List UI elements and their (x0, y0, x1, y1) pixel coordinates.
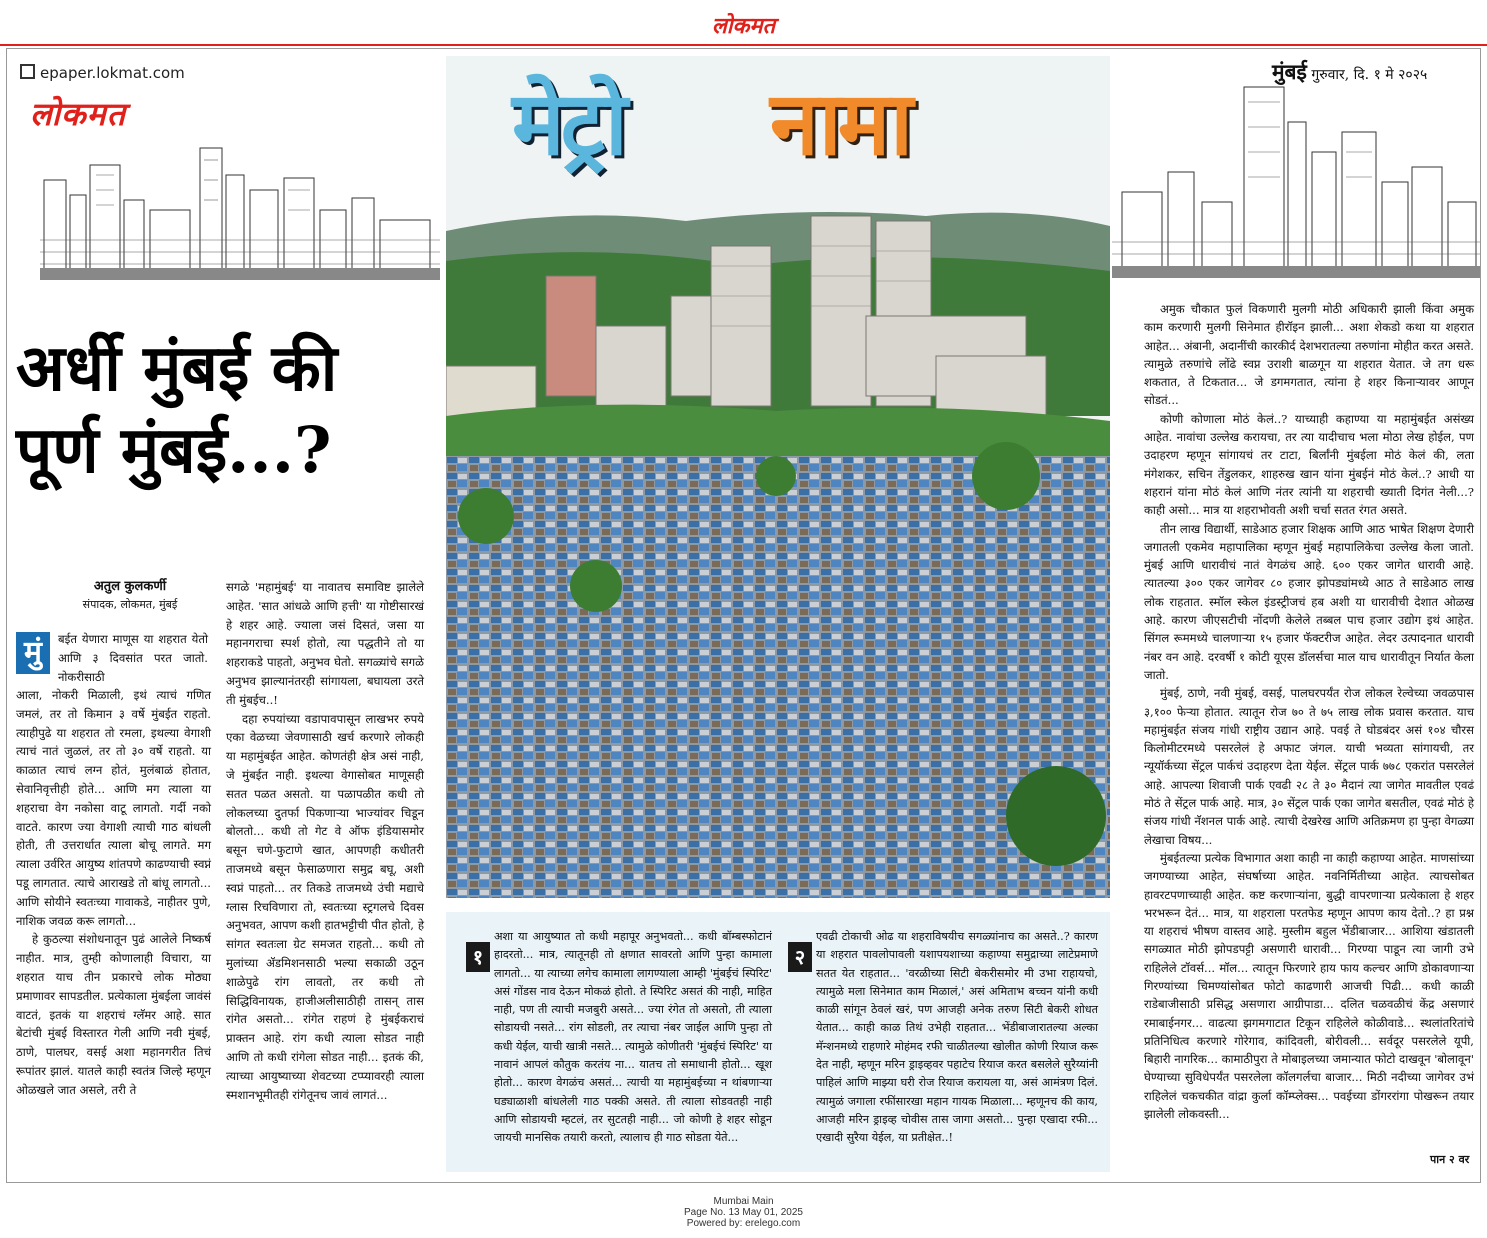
paragraph: मुंबईतल्या प्रत्येक विभागात अशा काही ना काही कहाण्या आहेत. माणसांच्या जगण्याच्या आहेत, संघर्षाच्या आहेत. नवनिर्मितीच्या आहेत. त्याचसोबत हावरटपणाच्याही आहेत. कष्ट करणाऱ्यांना, बुद्धी वापरणाऱ्या प्रत्येकाला हे शहर भरभरून देतं... मात्र, या शहराला परतफेड म्हणून आपण काय देतो..? हा प्रश्न या शहराचं भीषण वास्तव आहे. मुस्लीम बहुल भेंडीबाजार... आशिया खंडातली सगळ्यात मोठी झोपडपट्टी असणारी धारावी... गिरण्या पाडून त्या जागी उभे राहिलेले टॉवर्स... मॉल... त्यातून फिरणारे हाय फाय कल्चर आणि डोकावणाऱ्या गिरण्यांच्या चिमण्यांसोबत फोटो काढणारी आजची पिढी... कधी काळी राडेबाजीसाठी प्रसिद्ध असणारा आग्रीपाडा... दलित चळवळीचं केंद्र असणारं रमाबाईनगर... वाढत्या झगमगाटात टिकून राहिलेले कोळीवाडे... स्थलांतरितांचे प्रतिनिधित्व करणारे गोरेगाव, कांदिवली, बोरीवली... सर्वदूर पसरलेले यूपी, बिहारी नागरिक... कामाठीपुरा ते मोबाइलच्या जमान्यात फोटो दाखवून 'बोलावून' घेण्याच्या सुविधेपर्यंत पसरलेला कॉलगर्लचा बाजार... मिठी नदीच्या जागेवर उभं राहिलेलं चकचकीत वांद्रा कुर्ला कॉम्प्लेक्स... पवईच्या डोंगररांगा पोखरून तयार झालेली लोकवस्ती... (1144, 850, 1474, 1122)
paragraph: अमुक चौकात फुलं विकणारी मुलगी मोठी अधिकारी झाली किंवा अमुक काम करणारी मुलगी सिनेमात हीरॉइन झाली... अशा शेकडो कथा या शहरात आहेत... अंबानी, अदानींची कारकीर्द देशभरातल्या तरुणांना मोहीत करत असते. त्यामुळे तरुणांचे लोंढे स्वप्न उराशी बाळगून या शहरात येतात. जे तग धरू शकतात, ते टिकतात... जे डगमगतात, त्यांना हे शहर किनाऱ्यावर आणून सोडतं... (1144, 302, 1474, 408)
title-art-metro: मेट्रो (512, 72, 624, 175)
epaper-link[interactable]: epaper.lokmat.com (20, 64, 185, 82)
paragraph: तीन लाख विद्यार्थी, साडेआठ हजार शिक्षक आणि आठ भाषेत शिक्षण देणारी जगातली एकमेव महापालिका म्हणून मुंबई महापालिकेचा उल्लेख केला जातो. मुंबई आणि धारावीचं नातं वेगळंच आहे. ६०० एकर जागेत धारावी आहे. त्यातल्या ३०० एकर जागेवर ८० हजार झोपड्यांमध्ये आठ ते साडेआठ लाख लोक राहतात. स्मॉल स्केल इंडस्ट्रीजचं हब अशी या धारावीची देशात ओळख आहे. कारण जीएसटीची नोंदणी केलेले तब्बल पाच हजार उद्योग इथं आहेत. सिंगल रूममध्ये चालणाऱ्या १५ हजार फॅक्टरीज आहेत. लेदर उत्पादनात धारावी नंबर वन आहे. दरवर्षी १ कोटी यूएस डॉलर्सचा माल याच धारावीतून निर्यात केला जातो. (1144, 521, 1474, 682)
page-info: Page No. 13 May 01, 2025 (684, 1207, 803, 1218)
skyline-right-illustration (1112, 82, 1480, 278)
box-number-2: २ (788, 942, 812, 972)
powered-by[interactable]: Powered by: erelego.com (686, 1218, 801, 1229)
paragraph: सगळे 'महामुंबई' या नावातच समाविष्ट झालेले आहेत. 'सात आंधळे आणि हत्ती' या गोष्टीसारखं हे शहर आहे. ज्याला जसं दिसतं, जसा या महानगराचा स्पर्श होतो, त्या पद्धतीने तो या शहराकडे पाहतो, अनुभव घेतो. सगळ्यांचे सगळे अनुभव झाल्यानंतरही सांगायला, बघायला उरते ती मुंबईच..! (226, 580, 424, 707)
headline-line-2: पूर्ण मुंबई...? (16, 413, 332, 488)
article-headline (16, 328, 436, 492)
paragraph: आला, नोकरी मिळाली, इथं त्याचं गणित जमलं, तर तो किमान ३ वर्षे मुंबईत राहतो. त्याहीपुढे या शहरात तो रमला, इथल्या वेगाशी त्याचं नातं जुळलं, तर तो ३० वर्षे राहतो. या काळात त्याचं लग्न होतं, मुलंबाळं होतात, सेवानिवृत्तीही होते... आणि मग त्याला या शहराचा वेग नकोसा वाटू लागतो. गर्दी नको वाटते. कारण ज्या वेगाशी त्याची गाठ बांधली होती, ती उत्तरार्धात त्याला बोचू लागते. मग त्याला उर्वरित आयुष्य शांतपणे काढण्याची स्वप्नं पडू लागतात. त्याचे आराखडे तो बांधू लागतो... आणि सोयीने स्वतःच्या गावाकडे, नाहीतर पुणे, नाशिक जवळ करू लागतो... (16, 688, 211, 928)
headline-line-1: अर्धी मुंबई की (16, 331, 338, 406)
masthead-rule (0, 44, 1487, 46)
box-number-1: १ (466, 942, 490, 972)
mumbai-skyline-photo (446, 56, 1110, 898)
page-footer (0, 1196, 1487, 1229)
edition-name: Mumbai Main (713, 1196, 774, 1207)
author-role: संपादक, लोकमत, मुंबई (82, 598, 178, 611)
epaper-icon (20, 64, 35, 79)
continued-on-link[interactable]: पान २ वर (1430, 1153, 1470, 1166)
paragraph: मुंबई, ठाणे, नवी मुंबई, वसई, पालघरपर्यंत रोज लोकल रेल्वेच्या जवळपास ३,१०० फेऱ्या होतात. त्यातून रोज ७० ते ७५ लाख लोक प्रवास करतात. याच महामुंबईत संजय गांधी राष्ट्रीय उद्यान आहे. पवई ते घोडबंदर असं १०४ चौरस किलोमीटरमध्ये पसरलेलं हे अफाट जंगल. याची भव्यता सांगायची, तर न्यूयॉर्कच्या सेंट्रल पार्कचं उदाहरण देता येईल. सेंट्रल पार्क ७७८ एकरांत पसरलेलं आहे. आपल्या शिवाजी पार्क एवढी २८ ते ३० मैदानं त्या जागेत मावतील एवढं मोठं ते सेंट्रल पार्क आहे. मात्र, ३० सेंट्रल पार्क एका जागेत बसतील, एवढं मोठं हे संजय गांधी नॅशनल पार्क आहे. त्याची देखरेख आणि अतिक्रमण हा पुन्हा वेगळ्या लेखाचा विषय... (1144, 686, 1474, 847)
article-column-2 (226, 578, 424, 1104)
masthead-logo: लोकमत (711, 14, 776, 39)
byline (40, 578, 220, 614)
city-name: मुंबई (1272, 59, 1307, 84)
date: गुरुवार, दि. १ मे २०२५ (1311, 67, 1428, 83)
paragraph: कोणी कोणाला मोठं केलं..? याच्याही कहाण्या या महामुंबईत असंख्य आहेत. नावांचा उल्लेख करायचा, तर त्या यादीचाच भला मोठा लेख होईल, पण उदाहरण म्हणून सांगायचं तर टाटा, बिर्लांनी मुंबईला मोठं केलं की, लता मंगेशकर, सचिन तेंडुलकर, शाहरुख खान यांना मुंबईनं मोठं केलं..? आधी या शहरानं यांना मोठं केलं आणि नंतर त्यांनी या शहराची ख्याती दिगंत नेली...? काही असो... मात्र या शहराभोवती अशी चर्चा सतत रंगत असते. (1144, 411, 1474, 518)
article-column-1 (16, 686, 211, 1100)
article-lead: बईत येणारा माणूस या शहरात येतो आणि ३ दिवसांत परत जातो. नोकरीसाठी (58, 632, 208, 684)
paragraph: दहा रुपयांच्या वडापावपासून लाखभर रुपये एका वेळच्या जेवणासाठी खर्च करणारे लोकही या महामुंबईत आहेत. कोणतंही क्षेत्र असं नाही, जे मुंबईत नाही. इथल्या वेगासोबत माणूसही सतत पळत असतो. या पळापळीत कधी तो लोकलच्या दुतर्फा पिकणाऱ्या भाज्यांवर चिडून बोलतो... कधी तो गेट वे ऑफ इंडियासमोर बसून चणे-फुटाणे खात, आपणही कधीतरी ताजमध्ये बसून फेसाळणारा समुद्र बघू, अशी स्वप्नं पाहतो... तर तिकडे ताजमध्ये उंची मद्याचे ग्लास रिचविणारा तो, स्वतःच्या स्ट्रगलचे दिवस अनुभवत, आपण कशी हातभट्टीची पीत होतो, हे सांगत स्वतःला ग्रेट समजत राहतो... कधी तो मुलांच्या ॲडमिशनसाठी भल्या सकाळी उठून शाळेपुढे रांग लावतो, तर कधी तो सिद्धिविनायक, हाजीअलीसाठीही तासन् तास रांगेत असतो... रांगेत राहणं हे मुंबईकराचं प्राक्तन आहे. रांग कधी त्याला सोडत नाही आणि तो कधी रांगेला सोडत नाही... इतकं की, त्याच्या आयुष्याच्या शेवटच्या टप्प्यावरही त्याला स्मशानभूमीतही रांगेतूनच जावं लागतं... (226, 711, 424, 1102)
paragraph: हे कुठल्या संशोधनातून पुढं आलेले निष्कर्ष नाहीत. मात्र, तुम्ही कोणालाही विचारा, या शहरात याच तीन प्रकारचे लोक मोठ्या प्रमाणावर सापडतील. प्रत्येकाला मुंबईला जावंसं वाटतं, इतकं या शहराचं ग्लॅमर आहे. सात बेटांची मुंबई विस्तारत गेली आणि नवी मुंबई, ठाणे, पालघर, वसई अशा महानगरीत तिचं रूपांतर झालं. यातले काही स्वतंत्र जिल्हे म्हणून ओळखले जात असले, तरी ते (16, 932, 211, 1097)
title-art-nama: नामा (770, 72, 910, 175)
skyline-left-illustration (40, 140, 440, 280)
author-name: अतुल कुलकर्णी (93, 579, 167, 594)
brand-logo: लोकमत (30, 95, 126, 133)
article-column-right (1144, 300, 1474, 1123)
drop-cap: मुं (16, 632, 50, 674)
box-1-text: अशा या आयुष्यात तो कधी महापूर अनुभवतो... कधी बॉम्बस्फोटानं हादरतो... मात्र, त्यातूनही तो क्षणात सावरतो आणि पुन्हा कामाला लागतो... या त्याच्या लगेच कामाला लागण्याला आम्ही 'मुंबईचं स्पिरिट' असं गोंडस नाव देऊन मोकळं होतो. ते स्पिरिट असतं की नाही, माहित नाही, पण ती त्याची मजबुरी असते... ज्या रंगेत तो असतो, ती त्याला सोडायची नसते... रांग सोडली, तर त्याचा नंबर जाईल आणि पुन्हा तो कधी येईल, याची खात्री नसते... त्यामुळे कोणीतरी 'मुंबईचं स्पिरिट' या नावानं आपलं कौतुक करतंय ना... यातच तो समाधानी होतो... खूश होतो... कारण वेगळंच असतं... त्याची या महामुंबईच्या न थांबणाऱ्या घड्याळाशी बांधलेली गाठ पक्की असते. ती त्याला सोडवतही नाही आणि सोडायची म्हटलं, तर सुटतही नाही... जो कोणी हे शहर सोडून जायची मानसिक तयारी करतो, त्यालाच ही गाठ सोडता येते... (494, 930, 772, 1145)
box-2-text: एवढी टोकाची ओढ या शहराविषयीच सगळ्यांनाच का असते..? कारण या शहरात पावलोपावली यशापयशाच्या कहाण्या समुद्राच्या लाटेप्रमाणे सतत येत राहतात... 'वरळीच्या सिटी बेकरीसमोर मी उभा राहायचो, त्यामुळे मला सिनेमात काम मिळालं,' असं अमिताभ बच्चन यांनी कधी काळी सांगून ठेवलं खरं, पण आजही अनेक तरुण सिटी बेकरी शोधत येतात... काही काळ तिथं उभेही राहतात... भेंडीबाजारातल्या अल्का मॅन्शनमध्ये राहणारे मोहंमद रफी चाळीतल्या खोलीत कोणी रियाज करू देत नाही, म्हणून मरिन ड्राइव्हवर पहाटेच रियाज करत बसलेले सुरैय्यांनी पाहिलं आणि माझ्या घरी रोज रियाज करायला या, असं आमंत्रण दिलं. त्यामुळं जगाला रफींसारखा महान गायक मिळाला... म्हणूनच की काय, आजही मरिन ड्राइव्ह चोवीस तास जागा असतो... पुन्हा एखादा रफी... एखादी सुरैया येईल, या प्रतीक्षेत..! (816, 930, 1098, 1145)
